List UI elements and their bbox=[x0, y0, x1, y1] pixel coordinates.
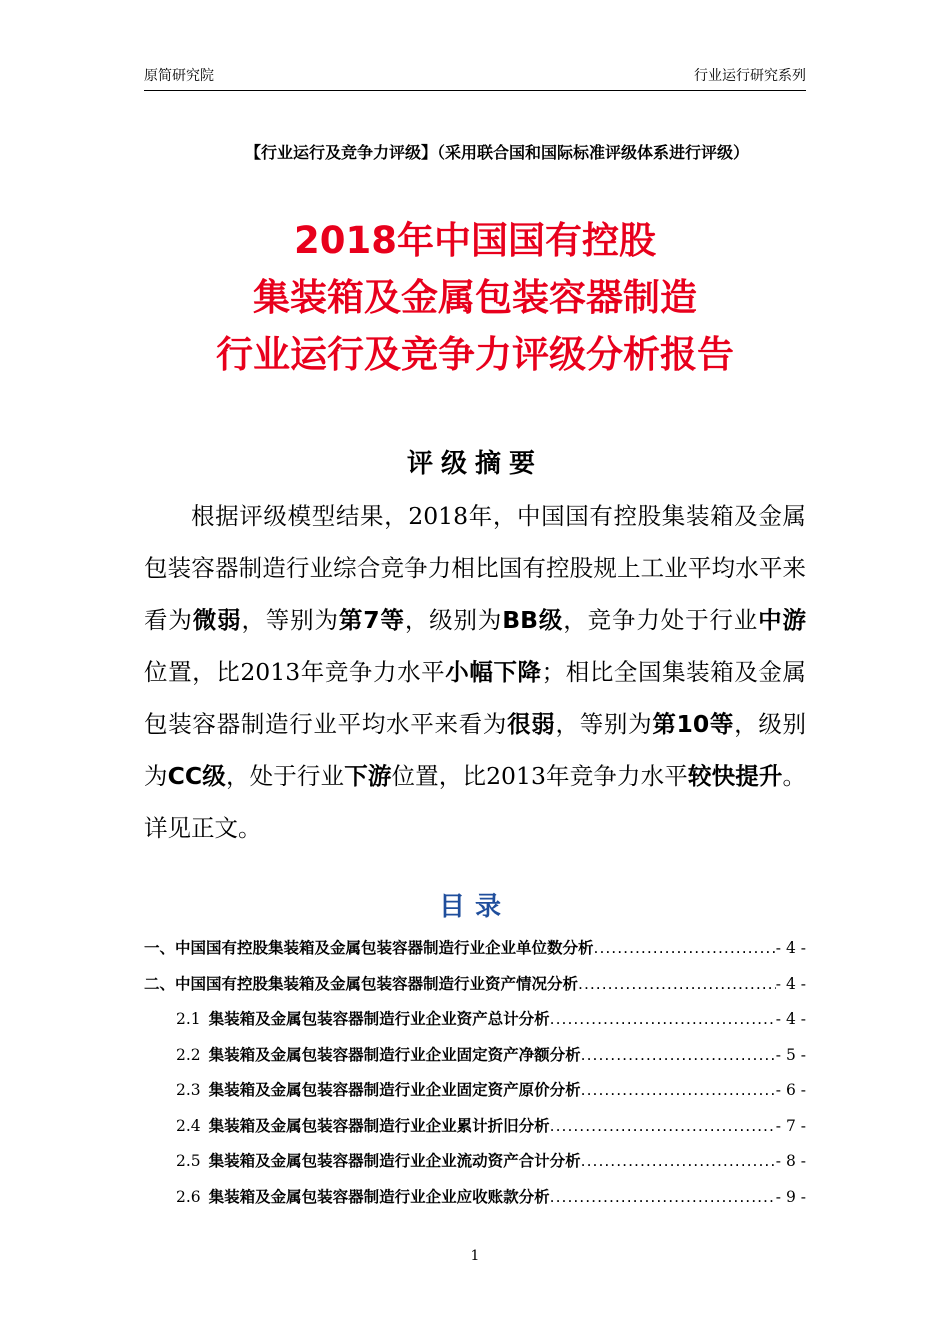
toc-heading: 目录 bbox=[438, 892, 511, 922]
toc-leader bbox=[581, 1152, 776, 1170]
toc-leader bbox=[550, 1010, 776, 1028]
summary-text: 。详见正文。 bbox=[144, 762, 807, 842]
summary-emphasis: 微弱 bbox=[192, 606, 242, 634]
toc-leader bbox=[581, 1081, 776, 1099]
summary-emphasis: 第10等 bbox=[652, 710, 735, 738]
toc-entry-title: 集装箱及金属包装容器制造行业企业固定资产净额分析 bbox=[208, 1045, 581, 1064]
toc-entry-number: 2.3 bbox=[176, 1081, 201, 1099]
table-of-contents bbox=[144, 936, 806, 1220]
summary-text: ，处于行业 bbox=[225, 762, 345, 790]
toc-entry-title: 二、中国国有控股集装箱及金属包装容器制造行业资产情况分析 bbox=[144, 974, 579, 993]
toc-entry-number: 2.4 bbox=[176, 1116, 201, 1135]
toc-leader bbox=[578, 975, 776, 993]
title-line-2: 集装箱及金属包装容器制造 bbox=[253, 276, 697, 319]
toc-leader bbox=[550, 1188, 776, 1206]
toc-entry-page: - 9 - bbox=[775, 1187, 806, 1206]
toc-entry[interactable] bbox=[144, 1043, 806, 1079]
summary-text: ，级别为 bbox=[144, 710, 807, 790]
toc-entry-page: - 4 - bbox=[775, 939, 806, 957]
toc-entry-page: - 4 - bbox=[775, 974, 806, 993]
toc-entry[interactable] bbox=[144, 1078, 806, 1114]
report-title bbox=[100, 212, 850, 383]
toc-entry[interactable] bbox=[144, 972, 806, 1008]
toc-entry-page: - 8 - bbox=[775, 1152, 806, 1170]
toc-entry-page: - 4 - bbox=[775, 1010, 806, 1028]
summary-text: 根据评级模型结果，2018年，中国国有控股集装箱及金属包装容器制造行业综合竞争力相比国有控股规上工业平均水平来看为 bbox=[144, 502, 806, 634]
toc-entry[interactable] bbox=[144, 1114, 806, 1150]
title-line-1: 2018年中国国有控股 bbox=[294, 219, 656, 262]
toc-entry[interactable] bbox=[144, 1185, 806, 1221]
toc-entry[interactable] bbox=[144, 936, 806, 972]
report-subtitle: 【行业运行及竞争力评级】（采用联合国和国际标准评级体系进行评级） bbox=[244, 143, 749, 162]
summary-text: ，级别为 bbox=[404, 606, 503, 634]
summary-emphasis: 很弱 bbox=[507, 710, 556, 738]
toc-entry-title: 集装箱及金属包装容器制造行业企业流动资产合计分析 bbox=[208, 1152, 581, 1170]
summary-heading: 评级摘要 bbox=[406, 449, 543, 479]
header-series: 行业运行研究系列 bbox=[694, 68, 806, 84]
header-org: 原简研究院 bbox=[144, 68, 214, 84]
toc-entry-number: 2.6 bbox=[176, 1187, 201, 1206]
summary-emphasis: 小幅下降 bbox=[445, 658, 542, 686]
toc-entry-page: - 5 - bbox=[775, 1045, 806, 1064]
summary-emphasis: 较快提升 bbox=[687, 762, 783, 790]
toc-leader bbox=[581, 1046, 776, 1064]
toc-entry-title: 集装箱及金属包装容器制造行业企业应收账款分析 bbox=[208, 1187, 550, 1206]
toc-leader bbox=[550, 1117, 776, 1135]
summary-text: ，等别为 bbox=[241, 606, 339, 634]
toc-entry-page: - 6 - bbox=[775, 1081, 806, 1099]
summary-text: 位置，比2013年竞争力水平 bbox=[391, 762, 688, 790]
toc-entry-title: 一、中国国有控股集装箱及金属包装容器制造行业企业单位数分析 bbox=[144, 939, 594, 957]
summary-emphasis: 第7等 bbox=[338, 606, 405, 634]
toc-leader bbox=[594, 939, 776, 957]
toc-entry-title: 集装箱及金属包装容器制造行业企业资产总计分析 bbox=[208, 1010, 550, 1028]
summary-emphasis: 中游 bbox=[758, 606, 807, 634]
toc-entry-title: 集装箱及金属包装容器制造行业企业累计折旧分析 bbox=[208, 1116, 550, 1135]
summary-paragraph bbox=[144, 490, 806, 854]
summary-text: ；相比全国集装箱及金属包装容器制造行业平均水平来看为 bbox=[144, 658, 807, 738]
toc-entry-number: 2.2 bbox=[176, 1045, 201, 1064]
summary-text: ，竞争力处于行业 bbox=[563, 606, 759, 634]
toc-entry-number: 2.1 bbox=[176, 1010, 201, 1028]
page-header bbox=[144, 66, 806, 91]
summary-emphasis: BB级 bbox=[502, 606, 564, 634]
toc-entry[interactable] bbox=[144, 1007, 806, 1043]
toc-entry-page: - 7 - bbox=[775, 1116, 806, 1135]
toc-entry-number: 2.5 bbox=[176, 1152, 201, 1170]
toc-entry[interactable] bbox=[144, 1149, 806, 1185]
page-number: 1 bbox=[470, 1248, 480, 1264]
summary-text: 位置，比2013年竞争力水平 bbox=[144, 658, 446, 686]
summary-text: ，等别为 bbox=[555, 710, 653, 738]
toc-entry-title: 集装箱及金属包装容器制造行业企业固定资产原价分析 bbox=[208, 1081, 581, 1099]
summary-emphasis: 下游 bbox=[344, 762, 392, 790]
summary-emphasis: CC级 bbox=[167, 762, 226, 790]
title-line-3: 行业运行及竞争力评级分析报告 bbox=[216, 333, 734, 376]
